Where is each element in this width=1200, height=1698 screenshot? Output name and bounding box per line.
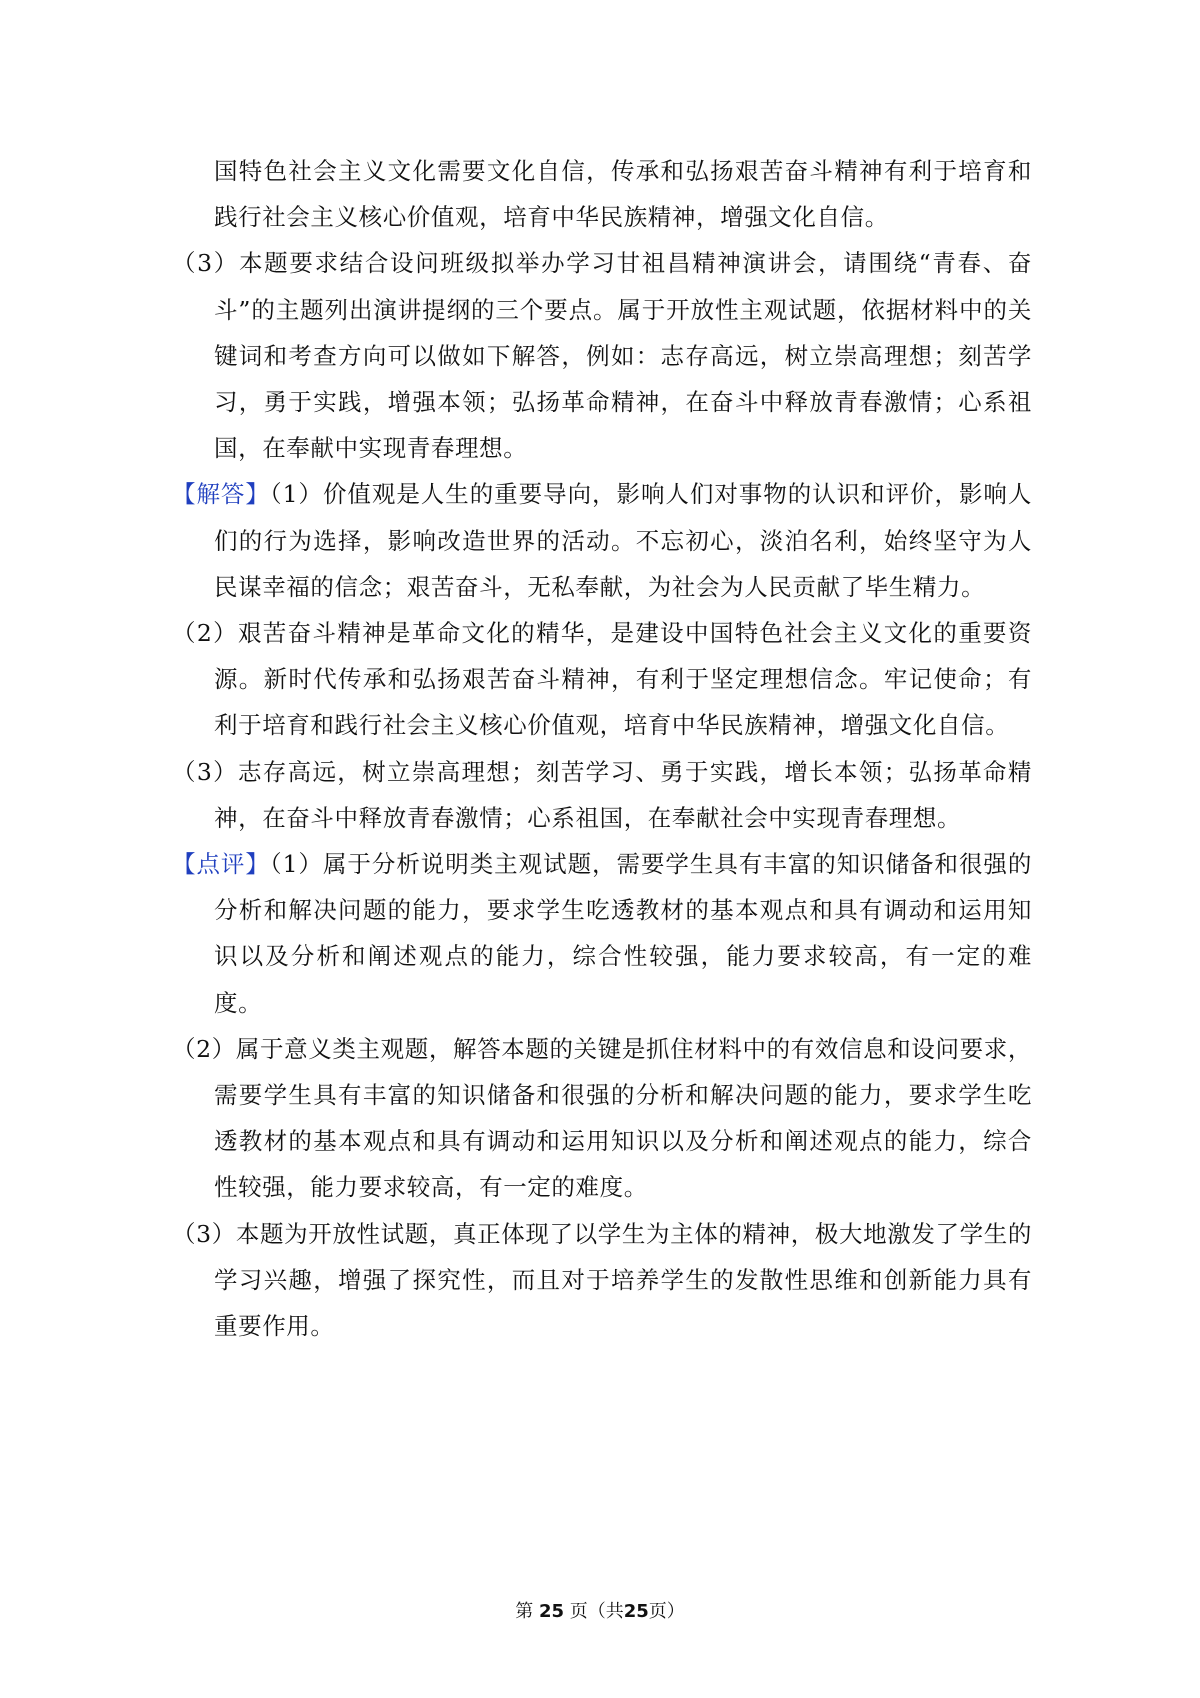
footer-page-number: 25	[538, 1601, 564, 1622]
paragraph-answer-1	[172, 471, 1032, 610]
answer-content	[172, 148, 1032, 1349]
page-footer	[0, 1597, 1200, 1623]
paragraph-continuation	[172, 148, 1032, 240]
footer-suffix: 页）	[648, 1601, 685, 1622]
paragraph-comment-2	[172, 1026, 1032, 1211]
paragraph-text: （1）属于分析说明类主观试题，需要学生具有丰富的知识储备和很强的分析和解决问题的能力，要求学生吃透教材的基本观点和具有调动和运用知识以及分析和阐述观点的能力，综合性较强，能力要求较高，有一定的难度。	[214, 850, 1032, 1017]
paragraph-text: （1）价值观是人生的重要导向，影响人们对事物的认识和评价，影响人们的行为选择，影响改造世界的活动。不忘初心，淡泊名利，始终坚守为人民谋幸福的信念；艰苦奋斗，无私奉献，为社会为人民贡献了毕生精力。	[214, 480, 1032, 601]
paragraph-answer-2	[172, 610, 1032, 749]
paragraph-text: 国特色社会主义文化需要文化自信，传承和弘扬艰苦奋斗精神有利于培育和践行社会主义核心价值观，培育中华民族精神，增强文化自信。	[214, 157, 1032, 232]
paragraph-answer-3	[172, 749, 1032, 841]
paragraph-comment-1	[172, 841, 1032, 1026]
footer-middle: 页（共	[569, 1601, 624, 1622]
paragraph-text: （2）艰苦奋斗精神是革命文化的精华，是建设中国特色社会主义文化的重要资源。新时代传承和弘扬艰苦奋斗精神，有利于坚定理想信念。牢记使命；有利于培育和践行社会主义核心价值观，培育中华民族精神，增强文化自信。	[172, 619, 1032, 740]
paragraph-analysis-3	[172, 240, 1032, 471]
paragraph-text: （2）属于意义类主观题，解答本题的关键是抓住材料中的有效信息和设问要求，需要学生具有丰富的知识储备和很强的分析和解决问题的能力，要求学生吃透教材的基本观点和具有调动和运用知识以及分析和阐述观点的能力，综合性较强，能力要求较高，有一定的难度。	[172, 1034, 1032, 1202]
paragraph-comment-3	[172, 1211, 1032, 1350]
footer-total-pages: 25	[623, 1601, 649, 1622]
comment-heading: 【点评】	[172, 850, 270, 879]
paragraph-text: （3）本题要求结合设问班级拟举办学习甘祖昌精神演讲会，请围绕“青春、奋斗”的主题列出演讲提纲的三个要点。属于开放性主观试题，依据材料中的关键词和考查方向可以做如下解答，例如：志存高远，树立崇高理想；刻苦学习，勇于实践，增强本领；弘扬革命精神，在奋斗中释放青春激情；心系祖国，在奉献中实现青春理想。	[172, 249, 1032, 463]
paragraph-text: （3）志存高远，树立崇高理想；刻苦学习、勇于实践，增长本领；弘扬革命精神，在奋斗中释放青春激情；心系祖国，在奉献社会中实现青春理想。	[172, 757, 1032, 832]
answer-heading: 【解答】	[172, 480, 270, 509]
paragraph-text: （3）本题为开放性试题，真正体现了以学生为主体的精神，极大地激发了学生的学习兴趣，增强了探究性，而且对于培养学生的发散性思维和创新能力具有重要作用。	[172, 1219, 1032, 1341]
footer-prefix: 第	[515, 1601, 534, 1622]
